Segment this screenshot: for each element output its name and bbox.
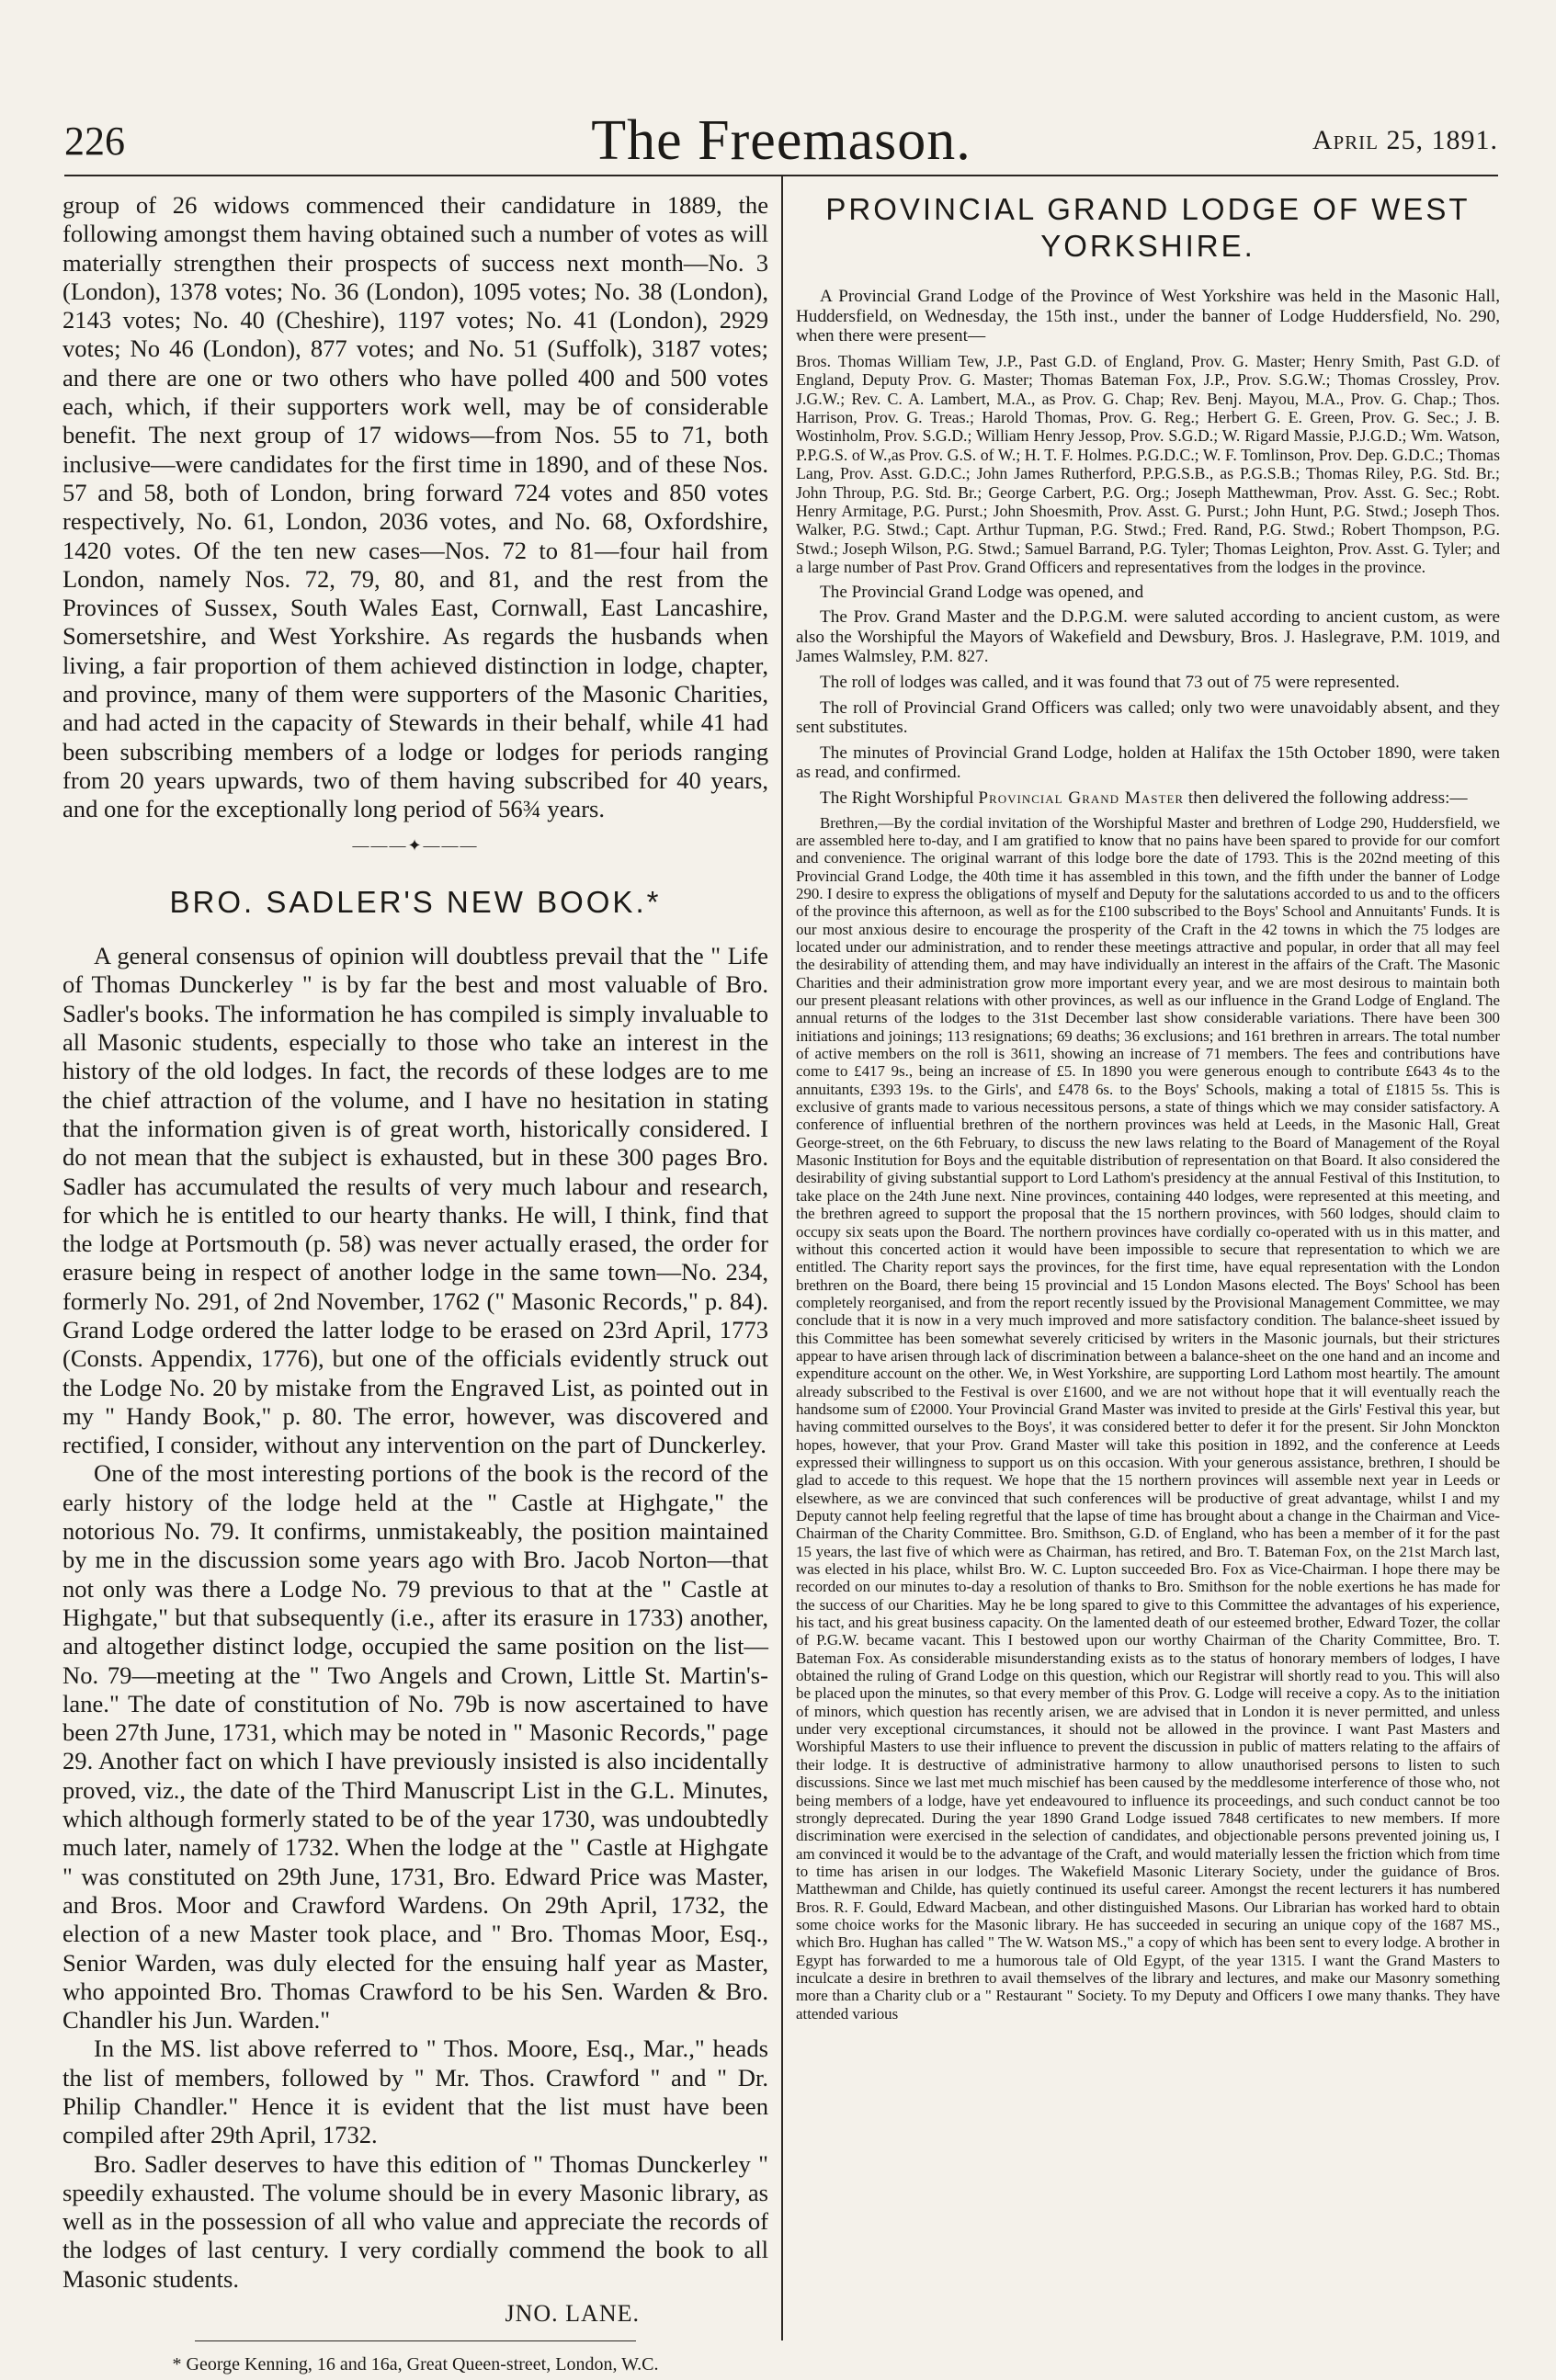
continued-paragraph: group of 26 widows commenced their candidature in 1889, the following amongst them having obtained such a number of votes as will materially strengthen their prospects of success next month—No. 3 (London), 1378 votes; No. 36 (London), 1095 votes; No. 38 (London), 2143 votes; No. 40 (Cheshire), 1197 votes; No. 41 (London), 2929 votes; No 46 (London), 877 votes; and No. 51 (Suffolk), 3187 votes; and there are one or two others who have polled 400 and 500 votes each, which, if their supporters work well, may be of considerable benefit. The next group of 17 widows—from Nos. 55 to 71, both inclusive—were candidates for the first time in 1890, and of these Nos. 57 and 58, both of London, bring forward 724 votes and 850 votes respectively, No. 61, London, 2036 votes, and No. 68, Oxfordshire, 1420 votes. Of the ten new cases—Nos. 72 to 81—four hail from London, namely Nos. 72, 79, 80, and 81, and the rest from the Provinces of Sussex, South Wales East, Cornwall, East Lancashire, Somersetshire, and West Yorkshire. As regards the husbands when living, a fair proportion of them achieved distinction in lodge, chapter, and province, many of them were supporters of the Masonic Charities, and had acted in the capacity of Stewards in their behalf, while 41 had been subscribing members of a lodge or lodges for periods ranging from 20 years upwards, two of them having subscribed for 40 years, and one for the exceptionally long period of 56¾ years. [62, 191, 768, 823]
article-title-sadler: BRO. SADLER'S NEW BOOK.* [169, 884, 662, 919]
address-intro-title: Provincial Grand Master [978, 788, 1185, 808]
footnote-rule [195, 2340, 636, 2341]
page-number: 226 [64, 119, 125, 164]
report-paragraph: The minutes of Provincial Grand Lodge, holden at Halifax the 15th October 1890, were taken as read, and confirmed. [796, 742, 1500, 783]
report-paragraph: The roll of lodges was called, and it was found that 73 out of 75 were represented. [820, 673, 1400, 693]
issue-date: April 25, 1891. [1312, 125, 1498, 155]
report-paragraph: The roll of Provincial Grand Officers was called; only two were unavoidably absent, and they sent substitutes. [796, 697, 1500, 738]
grand-master-address: Brethren,—By the cordial invitation of the Worshipful Master and brethren of Lodge 290, Huddersfield, we are assembled here to-day, and I am gratified to know that no pains have been spared to provide for our comfort and convenience. The original warrant of this lodge bore the date of 1793. This is the 202nd meeting of this Provincial Grand Lodge, the 40th time it has assembled in this town, and the fifth under the banner of Lodge 290. I desire to express the obligations of myself and Deputy for the salutations accorded to us and to the officers of the province this afternoon, as well as for the £100 subscribed to the Boys' School and Annuitants' Funds. It is our most anxious desire to encourage the prosperity of the Craft in the 42 towns in which the 75 lodges are located under our administration, and to render these meetings attractive and popular, in order that all may feel the desirability of attending them, and may have individually an interest in the affairs of the Craft. The Masonic Charities and their administration grow more important every year, and we are most desirous to maintain both our present pleasant relations with other provinces, as well as our influence in the Grand Lodge of England. The annual returns of the lodges to the 31st December last show considerable variations. There have been 300 initiations and joinings; 113 resignations; 69 deaths; 36 exclusions; and 161 brethren in arrears. The total number of active members on the roll is 3611, showing an increase of 71 members. The fees and contributions have come to £417 9s., being an increase of £5. In 1890 you were generous enough to contribute £643 4s to the annuitants, £393 19s. to the Girls', and £478 6s. to the Boys' Schools, making a total of £1815 5s. This is exclusive of grants made to various necessitous persons, a state of things which we may consider satisfactory. A conference of influential brethren of the northern provinces was held at Leeds, in the Masonic Hall, Great George-street, on the 6th February, to discuss the new laws relating to the Board of Management of the Royal Masonic Institution for Boys and the equitable distribution of representation on that Board. It also considered the desirability of giving substantial support to Lord Lathom's presidency at the annual Festival of this Institution, to take place on the 24th June next. Nine provinces, containing 440 lodges, were represented at this meeting, and the brethren agreed to support the proposal that the 15 northern provinces, with 560 lodges, should claim to occupy six seats upon the Board. The northern provinces have cordially co-operated with us in this matter, and without this concerted action it would have been impossible to secure that representation to which we are entitled. The Charity report says the provinces, for the first time, have equal representation with the London brethren on the Board, there being 15 provincial and 15 London Masons elected. The Boys' School has been completely reorganised, and from the report recently issued by the Provisional Management Committee, we may conclude that it is now in a very much improved and more satisfactory condition. The balance-sheet issued by this Committee has been somewhat severely criticised by writers in the Masonic journals, but their strictures appear to have arisen through lack of discrimination between a balance-sheet on the one hand and an income and expenditure account on the other. We, in West Yorkshire, are supporting Lord Lathom most heartily. The amount already subscribed to the Festival is over £1600, and we are not without hope that it will eventually reach the handsome sum of £2000. Your Provincial Grand Master was invited to preside at the Girls' Festival this year, but having committed ourselves to the Boys', it was considered better to defer it for the present. Sir John Monckton hopes, however, that your Prov. Grand Master will take this position in 1892, and the conference at Leeds expressed their willingness to support us on this occasion. With your generous assistance, brethren, I should be glad to accede to this request. We hope that the 15 northern provinces will assemble next year in Leeds or elsewhere, as we are convinced that such conferences will be productive of great advantage, whilst I and my Deputy cannot help feeling regretful that the lapse of time has brought about a change in the Chairman and Vice-Chairman of the Charity Committee. Bro. Smithson, G.D. of England, who has been a member of it for the past 15 years, the last five of which were as Chairman, has retired, and Bro. T. Bateman Fox, on the 21st March last, was elected in his place, whilst Bro. W. C. Lupton succeeded Bro. Fox as Vice-Chairman. I hope there may be recorded on our minutes to-day a resolution of thanks to Bro. Smithson for the noble exertions he has made for the success of our Charities. May he be long spared to give to this Committee the advantages of his experience, his tact, and his great business capacity. On the lamented death of our esteemed brother, Edward Tozer, the collar of P.G.W. became vacant. This I bestowed upon our worthy Chairman of the Charity Committee, Bro. T. Bateman Fox. As considerable misunderstanding exists as to the status of honorary members of lodges, I have obtained the ruling of Grand Lodge on this question, which our Registrar will shortly read to you. This will also be placed upon the minutes, so that every member of this Prov. G. Lodge will receive a copy. As to the initiation of minors, which question has recently arisen, we are advised that in London it is never permitted, and unless under very exceptional circumstances, it should not be allowed in the province. I want Past Masters and Worshipful Masters to use their influence to prevent the discussion in public of matters relating to the affairs of their lodge. It is destructive of administrative harmony to allow unauthorised persons to listen to such discussions. Since we last met much mischief has been caused by the meddlesome interference of those who, not being members of a lodge, have yet endeavoured to influence its proceedings, and such conduct cannot be too strongly deprecated. During the year 1890 Grand Lodge issued 7848 certificates to new members. If more discrimination were exercised in the selection of candidates, and objectionable persons prevented joining us, I am convinced it would be to the advantage of the Craft, and would materially lessen the friction which from time to time has arisen in our lodges. The Wakefield Masonic Literary Society, under the guidance of Bros. Matthewman and Childe, has quietly continued its useful career. Amongst the recent lecturers it has numbered Bros. R. F. Gould, Edward Macbean, and other distinguished Masons. Our Librarian has worked hard to obtain some choice works for the Masonic library. He has succeeded in securing an unique copy of the 1687 MS., which Bro. Hughan has called " The W. Watson MS.," a copy of which has been sent to every lodge. A brother in Egypt has forwarded to me a humorous tale of Old Egypt, of the year 1315. I want the Grand Masters to inculcate a desire in brethren to avail themselves of the library and lectures, and make our Masonry something more than a Charity club or a " Restaurant " Society. To my Deputy and Officers I owe many thanks. They have attended various [796, 813, 1500, 2023]
author-signature: JNO. LANE. [505, 2300, 640, 2328]
report-paragraph: The Provincial Grand Lodge was opened, and [820, 582, 1144, 602]
footnote: * George Kenning, 16 and 16a, Great Queen-street, London, W.C. [172, 2354, 659, 2375]
article-paragraph: One of the most interesting portions of the book is the record of the early history of the lodge held at the " Castle at Highgate," the notorious No. 79. It confirms, unmistakeably, the position maintained by me in the discussion some years ago with Bro. Jacob Norton—that not only was there a Lodge No. 79 previous to that at the " Castle at Highgate," but that subsequently (i.e., after its erasure in 1733) another, and altogether distinct lodge, occupied the same position on the list—No. 79—meeting at the " Two Angels and Crown, Little St. Martin's-lane." The date of constitution of No. 79b is now ascertained to have been 27th June, 1731, which may be noted in " Masonic Records," page 29. Another fact on which I have previously insisted is also incidentally proved, viz., the date of the Third Manuscript List in the G.L. Minutes, which although formerly stated to be of the year 1730, was undoubtedly much later, namely of 1732. When the lodge at the " Castle at Highgate " was constituted on 29th June, 1731, Bro. Edward Price was Master, and Bros. Moor and Crawford Wardens. On 29th April, 1732, the election of a new Master took place, and " Bro. Thomas Moor, Esq., Senior Warden, was duly elected for the ensuing half year as Master, who appointed Bro. Thomas Crawford to be his Sen. Warden & Bro. Chandler his Jun. Warden." [62, 1459, 768, 2034]
attendance-list: Bros. Thomas William Tew, J.P., Past G.D. of England, Prov. G. Master; Henry Smith, Past G.D. of England, Deputy Prov. G. Master; Thomas Bateman Fox, J.P., Prov. S.G.W.; Thomas Crossley, Prov. J.G.W.; Rev. C. A. Lambert, M.A., as Prov. G. Chap; Rev. Benj. Mayou, M.A., Prov. G. Chap.; Thos. Harrison, Prov. G. Treas.; Harold Thomas, Prov. G. Reg.; Herbert G. E. Green, Prov. G. Sec.; J. B. Wostinholm, Prov. S.G.D.; William Henry Jessop, Prov. S.G.D.; W. Rigard Massie, P.J.G.D.; Wm. Watson, P.P.G.S. of W.,as Prov. G.S. of W.; H. T. F. Holmes. P.G.D.C.; W. F. Tomlinson, Prov. Dep. G.D.C.; Thomas Lang, Prov. Asst. G.D.C.; John James Rutherford, P.P.G.S.B., as P.G.S.B.; Thomas Riley, P.G. Std. Br.; John Throup, P.G. Std. Br.; George Carbert, P.G. Org.; Joseph Matthewman, Prov. Asst. G. Sec.; Robt. Henry Armitage, P.G. Purst.; John Shoesmith, Prov. Asst. G. Purst.; John Hunt, P.G. Stwd.; Joseph Thos. Walker, P.G. Stwd.; Capt. Arthur Tupman, P.G. Stwd.; Fred. Rand, P.G. Stwd.; Robert Thompson, P.G. Stwd.; Joseph Wilson, P.G. Stwd.; Samuel Barrand, P.G. Tyler; Thomas Leighton, Prov. Asst. G. Tyler; and a large number of Past Prov. Grand Officers and representatives from the lodges in the province. [796, 351, 1500, 577]
intro-paragraph: A Provincial Grand Lodge of the Province of West Yorkshire was held in the Masonic Hall, Huddersfield, on Wednesday, the 15th inst., under the banner of Lodge Huddersfield, No. 290, when there were present— [796, 287, 1500, 346]
article-title-provincial: PROVINCIAL GRAND LODGE OF WEST YORKSHIRE. [825, 192, 1471, 263]
report-paragraph: The Prov. Grand Master and the D.P.G.M. were saluted according to ancient custom, as were also the Worshipful the Mayors of Wakefield and Dewsbury, Bros. J. Haslegrave, P.M. 1019, and James Walmsley, P.M. 827. [796, 607, 1500, 667]
address-intro [796, 788, 1500, 809]
section-ornament: ———✦——— [352, 835, 479, 855]
article-paragraph: A general consensus of opinion will doubtless prevail that the " Life of Thomas Dunckerley " is by far the best and most valuable of Bro. Sadler's books. The information he has compiled is simply invaluable to all Masonic students, especially to those who take an interest in the history of the old lodges. In fact, the records of these lodges are to me the chief attraction of the volume, and I have no hesitation in stating that the information given is of great worth, historically considered. I do not mean that the subject is exhausted, but in these 300 pages Bro. Sadler has accumulated the results of very much labour and research, for which he is entitled to our hearty thanks. He will, I think, find that the lodge at Portsmouth (p. 58) was never actually erased, the order for erasure being in respect of another lodge in the same town—No. 234, formerly No. 291, of 2nd November, 1762 (" Masonic Records," p. 84). Grand Lodge ordered the latter lodge to be erased on 23rd April, 1773 (Consts. Appendix, 1776), but one of the officials evidently struck out the Lodge No. 20 by mistake from the Engraved List, as pointed out in my " Handy Book," p. 80. The error, however, was discovered and rectified, I consider, without any intervention on the part of Dunckerley. [62, 942, 768, 1459]
masthead-title: The Freemason. [591, 109, 971, 172]
right-column [796, 191, 1500, 2028]
article-paragraph: Bro. Sadler deserves to have this edition of " Thomas Dunckerley " speedily exhausted. The volume should be in every Masonic library, as well as in the possession of all who value and appreciate the records of the lodges of last century. I very cordially commend the book to all Masonic students. [62, 2149, 768, 2293]
address-intro-pre: The Right Worshipful [820, 788, 979, 808]
column-divider [781, 176, 783, 2340]
article-paragraph: In the MS. list above referred to " Thos. Moore, Esq., Mar.," heads the list of members, followed by " Mr. Thos. Crawford " and " Dr. Philip Chandler." Hence it is evident that the list must have been compiled after 29th April, 1732. [62, 2034, 768, 2149]
left-column [62, 191, 768, 2380]
page-header [64, 108, 1498, 172]
address-intro-post: then delivered the following address:— [1184, 788, 1468, 808]
